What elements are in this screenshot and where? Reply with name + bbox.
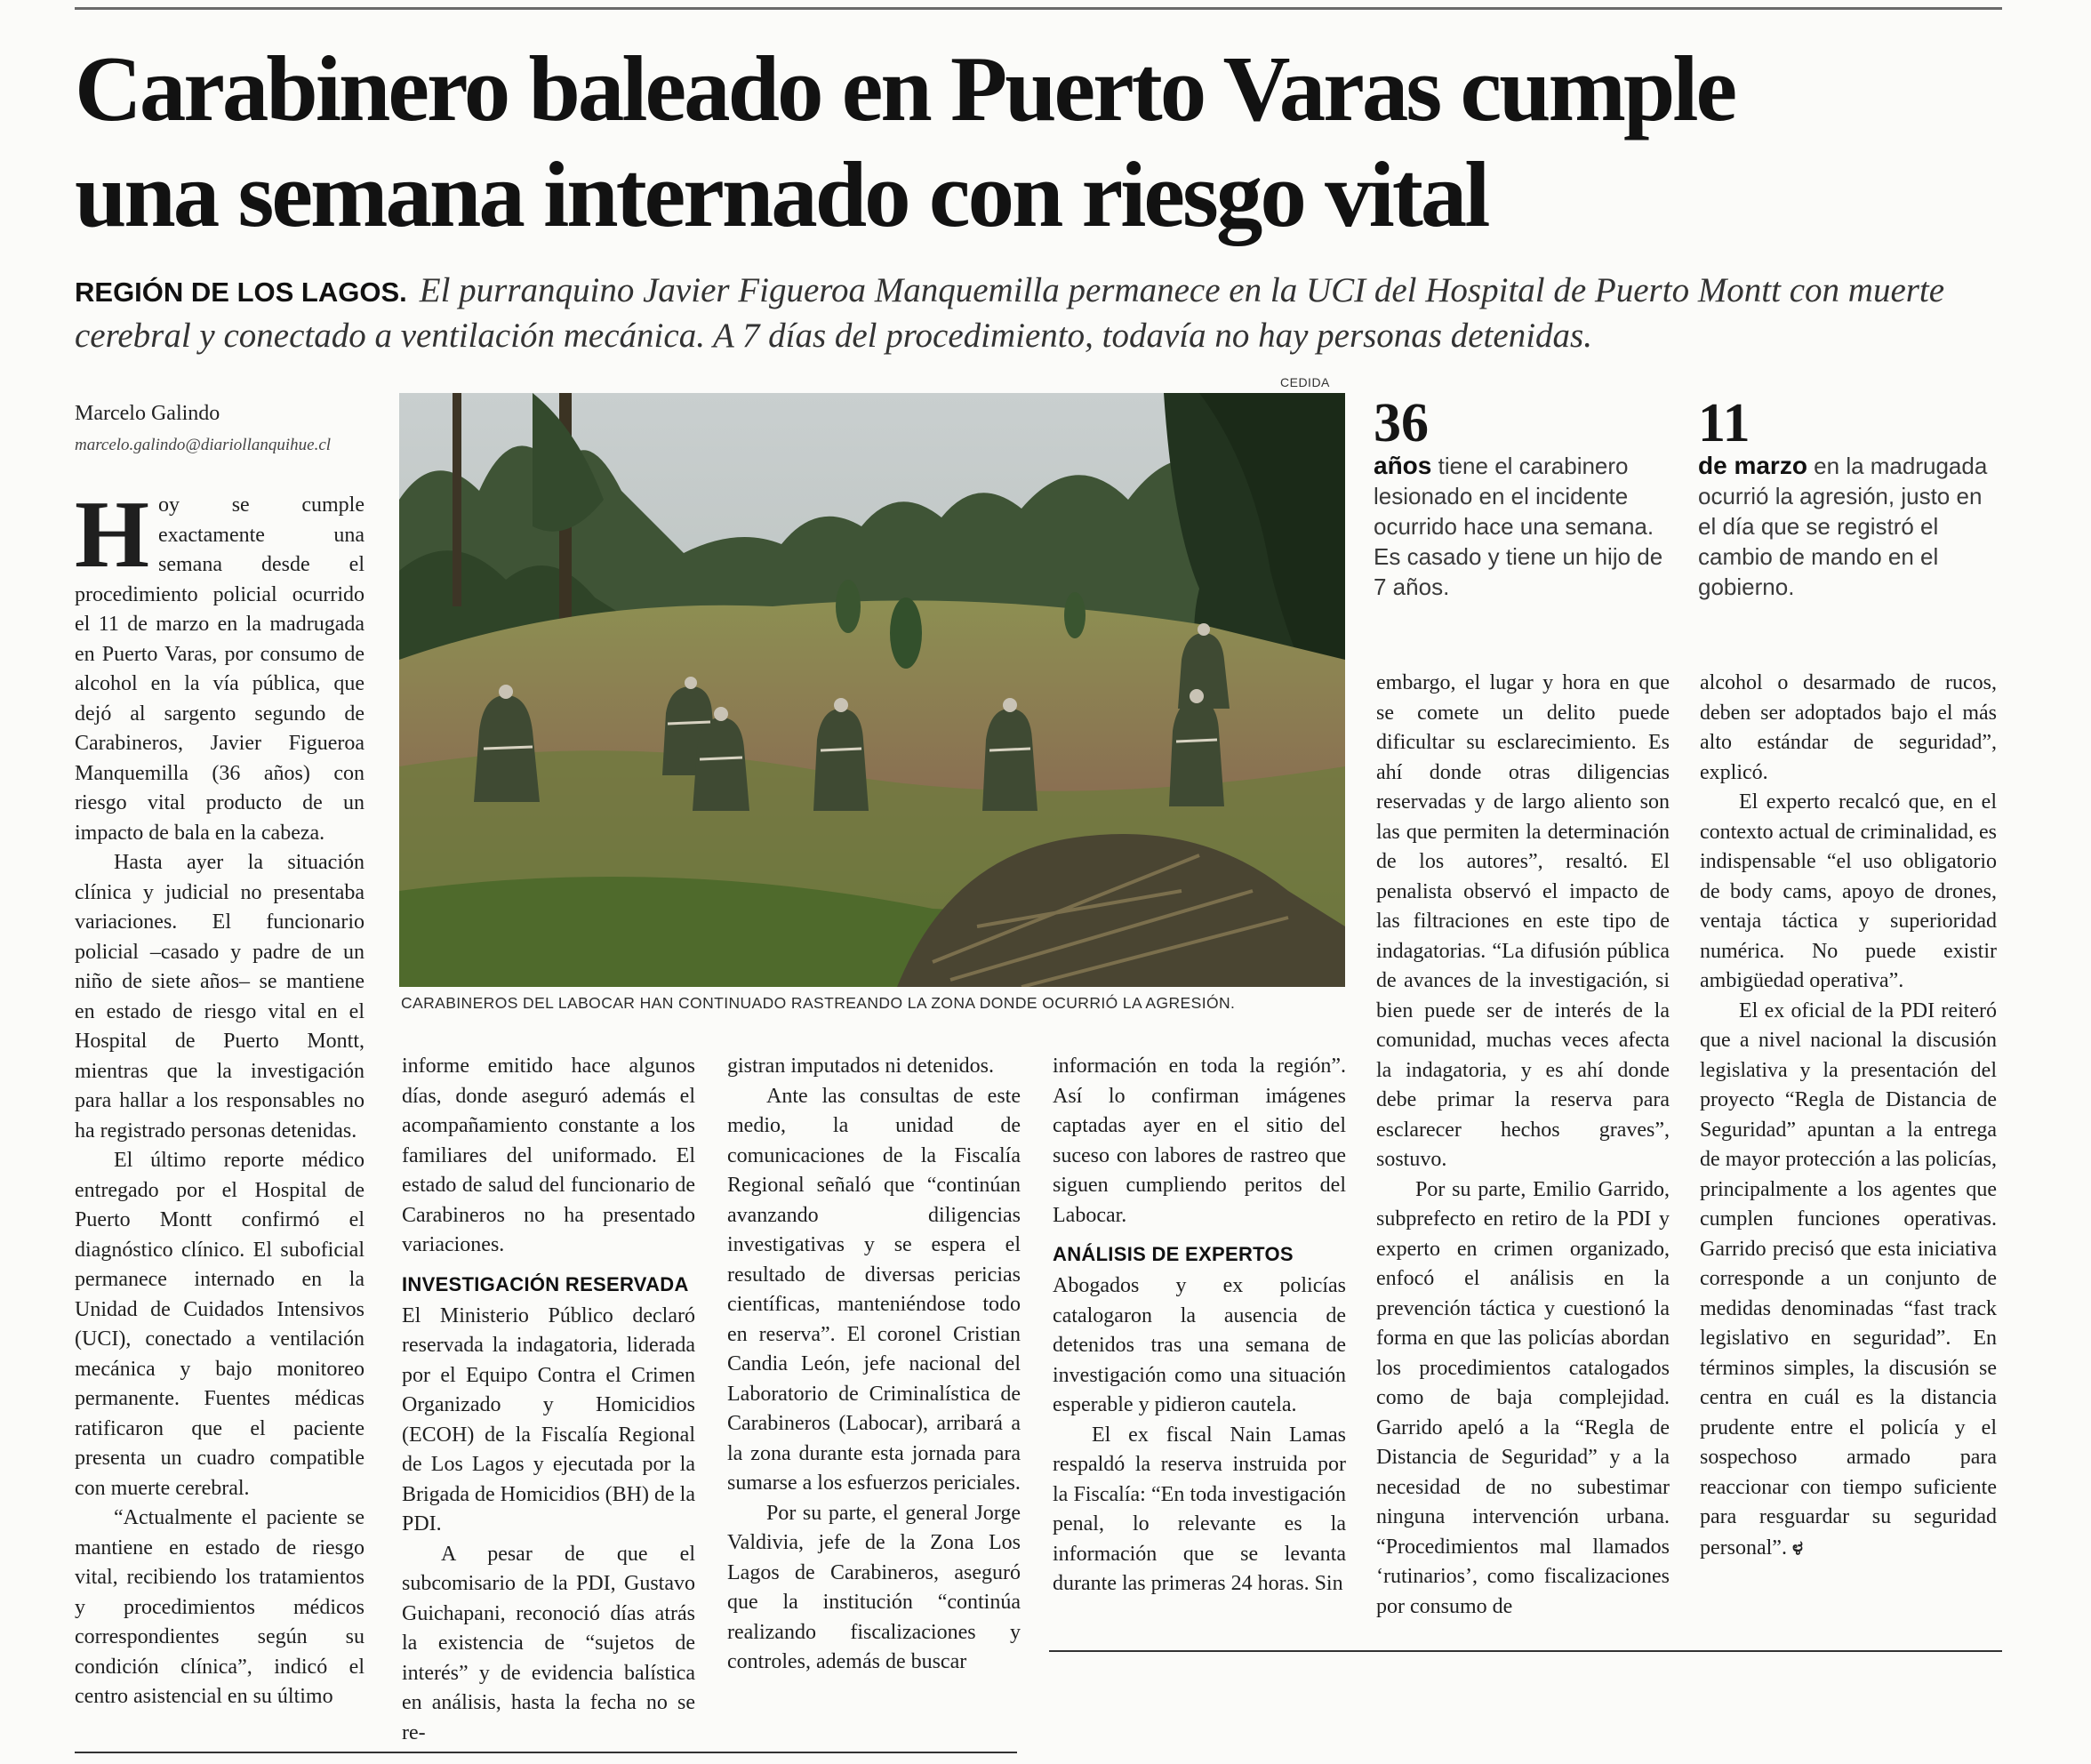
news-photo [399,393,1345,987]
body-column-1 [75,482,365,1712]
fact-text [1698,451,1991,602]
top-rule [75,7,2002,10]
body-column-6 [1700,669,1997,1563]
paragraph: embargo, el lugar y hora en que se comete un delito puede dificultar su esclarecimiento. Es ahí donde otras diligencias reservadas y de largo aliento son las que permiten la determinación de los autores”, resaltó. El penalista observó el impacto de las filtraciones en este tipo de indagatorias. “La difusión pública de avances de la investigación, si bien puede ser de interés de la comunidad, muchas veces afecta la indagatoria, y es ahí donde debe primar la reserva para esclarecer hechos graves”, sostuvo. [1376,671,1670,1171]
paragraph: “Actualmente el paciente se mantiene en estado de riesgo vital, recibiendo los tratamientos y procedimientos médicos correspondientes según su condición clínica”, indicó el centro asistencial en su último [75,1506,365,1708]
paragraph: informe emitido hace algunos días, donde aseguró además el acompañamiento constante a los familiares del uniformado. El estado de salud del funcionario de Carabineros no ha presentado variaciones. [402,1054,695,1256]
paragraph: El último reporte médico entregado por el Hospital de Puerto Montt confirmó el diagnóstico clínico. El suboficial permanece internado en la Unidad de Cuidados Intensivos (UCI), conectado a ventilación mecánica y bajo monitoreo permanente. Fuentes médicas ratificaron que el paciente presenta un cuadro compatible con muerte cerebral. [75,1149,365,1500]
paragraph-text: oy se cumple exactamente una semana desde el procedimiento policial ocurrido el 11 de marzo en la madrugada en Puerto Varas, por consumo de alcohol en la vía pública, que dejó al sargento segundo de Carabineros, Javier Figueroa Manquemilla (36 años) con riesgo vital producto de un impacto de bala en la cabeza. [75,493,365,845]
paragraph: gistran imputados ni detenidos. [727,1054,994,1078]
photo-credit: CEDIDA [1280,375,1330,389]
fact-lead: años [1374,452,1432,479]
fact-description: en la madrugada ocurrió la agresión, justo en el día que se registró el cambio de mando en el gobierno. [1698,453,1988,600]
paragraph: Ante las consultas de este medio, la unidad de comunicaciones de la Fiscalía Regional señaló que “continúan avanzando diligencias investigativas y se espera el resultado de diversas pericias científicas, manteniéndose todo en reserva”. El coronel Cristian Candia León, jefe nacional del Laboratorio de Criminalística de Carabineros (Labocar), arribará a la zona durante esta jornada para sumarse a los esfuerzos periciales. [727,1084,1021,1495]
paragraph: alcohol o desarmado de rucos, deben ser adoptados bajo el más alto estándar de seguridad”, explicó. [1700,671,1997,784]
paragraph-text: El ex oficial de la PDI reiteró que a nivel nacional la discusión legislativa y la presentación del proyecto “Regla de Distancia de Seguridad” apuntan a la entrega de mayor protección a las policías, principalmente a los agentes que cumplen funciones operativas. Garrido precisó que esta iniciativa corresponde a un conjunto de medidas denominadas “fast track legislativo en seguridad”. En términos simples, la discusión se centra en cuál es la distancia prudente entre el policía y el sospechoso armado para reaccionar con tiempo suficiente para resguardar su seguridad personal”. [1700,998,1997,1560]
paragraph: El Ministerio Público declaró reservada la indagatoria, liderada por el Equipo Contra el Crimen Organizado y Homicidios (ECOH) de la Fiscalía Regional de Los Lagos y ejecutada por la Brigada de Homicidios (BH) de la PDI. [402,1303,695,1535]
photo-caption: CARABINEROS DEL LABOCAR HAN CONTINUADO RASTREANDO LA ZONA DONDE OCURRIÓ LA AGRESIÓN. [401,994,1236,1012]
paragraph: El experto recalcó que, en el contexto actual de criminalidad, es indispensable “el uso obligatorio de body cams, apoyo de drones, ventaja táctica y superioridad numérica. No puede existir ambigüedad operativa”. [1700,790,1997,992]
deck-kicker: REGIÓN DE LOS LAGOS. [75,277,407,308]
fact-description: tiene el carabinero lesionado en el incidente ocurrido hace una semana. Es casado y tiene un hijo de 7 años. [1374,453,1663,600]
bottom-rule [75,1752,1017,1753]
fact-number: 36 [1374,393,1429,453]
body-column-5 [1376,669,1670,1622]
deck [75,269,2013,357]
fact-box [1698,393,1991,602]
headline [75,36,2031,247]
paragraph: Por su parte, Emilio Garrido, subprefecto en retiro de la PDI y experto en crimen organizado, enfocó el análisis en la prevención táctica y cuestionó la forma en que las policías abordan los procedimientos catalogados como de baja complejidad. Garrido apeló a la “Regla de Distancia de Seguridad” y a la necesidad de no subestimar ninguna intervención urbana. “Procedimientos mal llamados ‘rutinarios’, como fiscalizaciones por consumo de [1376,1177,1670,1618]
body-column-4 [1053,1052,1346,1600]
byline-name: Marcelo Galindo [75,402,220,425]
fact-number: 11 [1698,393,1751,453]
paragraph: Abogados y ex policías catalogaron la ausencia de detenidos tras una semana de investigación como una situación esperable y pidieron cautela. [1053,1274,1346,1416]
fact-text [1374,451,1667,602]
paragraph: Hasta ayer la situación clínica y judicial no presentaba variaciones. El funcionario policial –casado y padre de un niño de siete años– se mantiene en estado de riesgo vital en el Hospital de Puerto Montt, mientras que la investigación para hallar a los responsables no ha registrado personas detenidas. [75,851,365,1143]
paragraph: El ex fiscal Nain Lamas respaldó la reserva instruida por la Fiscalía: “En toda investigación penal, lo relevante es la información que se levanta durante las primeras 24 horas. Sin [1053,1423,1346,1595]
body-column-3 [727,1052,1021,1678]
end-mark-icon: ಳ [1791,1535,1803,1559]
drop-cap: H [75,482,150,588]
headline-line-2: una semana internado con riesgo vital [75,142,1488,246]
paragraph [1700,997,1997,1564]
paragraph [75,482,365,848]
byline-email: marcelo.galindo@diariollanquihue.cl [75,436,332,454]
deck-text: El purranquino Javier Figueroa Manquemilla permanece en la UCI del Hospital de Puerto Montt con muerte cerebral y conectado a ventilación mecánica. A 7 días del procedimiento, todavía no hay personas detenidas. [75,271,1945,355]
paragraph: A pesar de que el subcomisario de la PDI, Gustavo Guichapani, reconoció días atrás la existencia de “sujetos de interés” y de evidencia balística en análisis, hasta la fecha no se re- [402,1542,695,1744]
section-heading: INVESTIGACIÓN RESERVADA [402,1272,689,1295]
paragraph: Por su parte, el general Jorge Valdivia, jefe de la Zona Los Lagos de Carabineros, aseguró que la institución “continúa realizando fiscalizaciones y controles, además de buscar [727,1501,1021,1673]
bottom-rule [1049,1650,2002,1652]
paragraph: información en toda la región”. Así lo confirman imágenes captadas ayer en el sitio del suceso con labores de rastreo que siguen cumpliendo peritos del Labocar. [1053,1054,1346,1227]
headline-line-1: Carabinero baleado en Puerto Varas cumple [75,36,1735,140]
body-column-2 [402,1052,695,1748]
section-heading: ANÁLISIS DE EXPERTOS [1053,1243,1294,1265]
photo-field-search-illustration [399,393,1345,987]
fact-lead: de marzo [1698,452,1807,479]
fact-box [1374,393,1667,602]
